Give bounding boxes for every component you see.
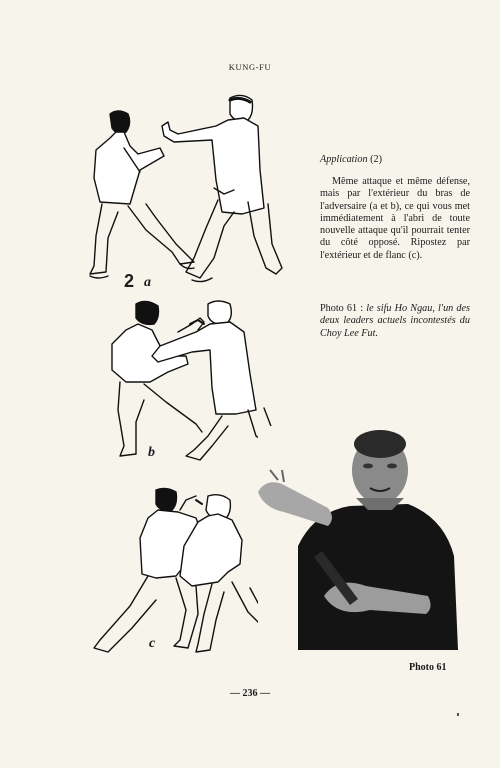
running-head: KUNG-FU bbox=[228, 62, 272, 72]
application-paragraph: Même attaque et même défense, mais par l'extérieur du bras de l'adversaire (a et b), ce qui vous met immédiatement à l'abri de toute nouvelle attaque qu'il pourrait tenter du côté opposé. Ripostez par l'extérieur et de flanc (c). bbox=[320, 176, 470, 261]
section-number: (2) bbox=[370, 154, 382, 165]
photo-label: Photo 61 bbox=[409, 662, 447, 673]
photo-caption bbox=[320, 303, 470, 340]
section-heading bbox=[320, 154, 470, 166]
print-speck bbox=[457, 713, 459, 716]
figure-number-2: 2 bbox=[124, 271, 135, 291]
figure-letter-a: a bbox=[144, 275, 151, 290]
figure-letter-b: b bbox=[148, 445, 155, 460]
section-title: Application bbox=[320, 154, 368, 165]
illustration-2a bbox=[88, 92, 293, 292]
photo-61-portrait bbox=[258, 426, 460, 650]
caption-text: le sifu Ho Ngau, l'un des deux leaders actuels incontestés du Choy Lee Fut. bbox=[320, 303, 470, 339]
page-number: — 236 — bbox=[230, 688, 270, 699]
caption-lead: Photo 61 : bbox=[320, 303, 367, 314]
figure-letter-c: c bbox=[149, 636, 156, 651]
